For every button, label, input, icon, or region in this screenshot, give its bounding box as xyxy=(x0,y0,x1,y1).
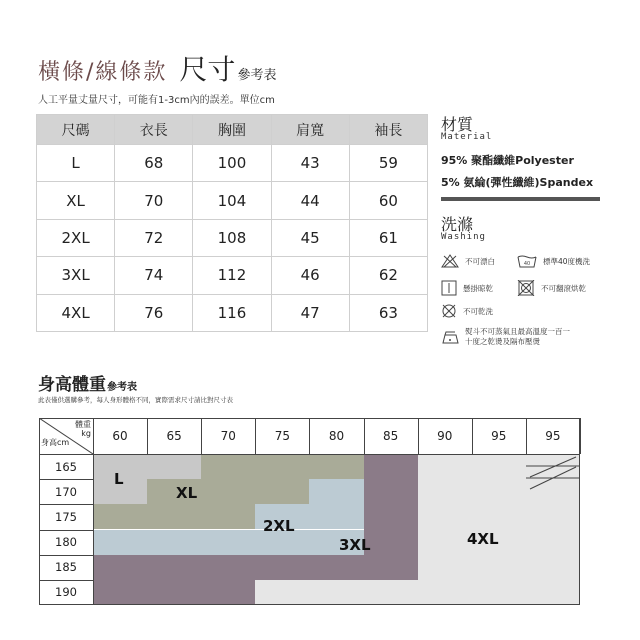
grid-line-v xyxy=(309,418,310,454)
grid-line-v xyxy=(147,418,148,454)
height-row-cell: 190 xyxy=(55,585,77,600)
grid-line-v xyxy=(255,418,256,454)
size-table-header xyxy=(37,115,428,145)
corner-diagonal xyxy=(39,418,93,454)
table-cell: 100 xyxy=(193,145,271,182)
header-cell: 胸圍 xyxy=(193,115,271,145)
no-dry-clean-icon xyxy=(441,303,457,319)
grid-line-h xyxy=(39,530,93,531)
height-weight-chart xyxy=(39,418,580,605)
svg-text:40: 40 xyxy=(523,261,531,267)
zone-label-l: L xyxy=(114,470,124,488)
weight-header-cell: 65 xyxy=(166,429,182,443)
grid-line-v xyxy=(418,418,419,454)
weight-header-cell: 80 xyxy=(328,429,345,443)
table-cell: 59 xyxy=(349,145,427,182)
weight-header-cell: 70 xyxy=(220,429,236,443)
table-cell: 76 xyxy=(115,294,193,331)
care-item-wash-40 xyxy=(517,254,590,268)
table-row xyxy=(37,219,428,256)
care-text: 懸掛晾乾 xyxy=(463,283,493,293)
height-row-cell: 170 xyxy=(55,484,77,499)
table-cell: 62 xyxy=(349,257,427,294)
grid-line-v xyxy=(201,418,202,454)
header-cell: 袖長 xyxy=(349,115,427,145)
care-item-iron xyxy=(441,327,570,347)
grid-line-h xyxy=(39,454,580,455)
title-main: 橫條/線條款 xyxy=(38,60,168,85)
grid-line-v xyxy=(472,418,473,454)
care-item-no-tumble-dry xyxy=(517,280,586,296)
height-chart-title xyxy=(38,370,137,395)
washing-title-en: Washing xyxy=(441,232,486,242)
table-cell: 45 xyxy=(271,219,349,256)
grid-line-h xyxy=(39,555,93,556)
table-row xyxy=(37,182,428,219)
corner-weight-unit: kg xyxy=(81,429,91,438)
diagonal-mark-icon xyxy=(526,456,580,490)
zone-label-2xl: 2XL xyxy=(263,517,295,535)
grid-line-v xyxy=(526,418,527,454)
care-text-line: 熨斗不可蒸氣且最高溫度一百一 xyxy=(465,327,570,336)
grid-line-v xyxy=(93,418,94,605)
measurement-note: 人工平量丈量尺寸，可能有1-3cm內的誤差。單位cm xyxy=(38,95,275,106)
height-chart-title-small: 參考表 xyxy=(107,382,137,393)
table-cell: 60 xyxy=(349,182,427,219)
no-bleach-icon xyxy=(441,254,459,268)
care-text: 不可翻滾烘乾 xyxy=(541,283,586,293)
header-cell: 衣長 xyxy=(115,115,193,145)
table-row xyxy=(37,145,428,182)
table-cell: 2XL xyxy=(37,219,115,256)
corner-weight-text: 體重 xyxy=(75,420,91,429)
table-cell: 108 xyxy=(193,219,271,256)
care-item-no-dry-clean xyxy=(441,303,493,319)
title-reference: 參考表 xyxy=(237,68,277,83)
material-title-en: Material xyxy=(441,132,493,142)
zone-label-xl: XL xyxy=(176,484,198,502)
page-title xyxy=(38,48,276,88)
care-item-hang-dry xyxy=(441,280,493,296)
header-cell: 尺碼 xyxy=(37,115,115,145)
iron-icon xyxy=(441,329,459,345)
height-row-cell: 165 xyxy=(55,459,77,474)
wash-40-icon xyxy=(517,254,537,268)
table-cell: 104 xyxy=(193,182,271,219)
zone-label-3xl: 3XL xyxy=(339,536,371,554)
grid-line-v xyxy=(364,418,365,454)
table-cell: 3XL xyxy=(37,257,115,294)
title-size: 尺寸 xyxy=(179,53,236,86)
care-text xyxy=(465,327,570,347)
table-cell: L xyxy=(37,145,115,182)
table-row xyxy=(37,294,428,331)
table-cell: 68 xyxy=(115,145,193,182)
material-line: 95% 聚酯纖維Polyester xyxy=(441,154,574,167)
grid-line-h xyxy=(39,504,93,505)
table-cell: 47 xyxy=(271,294,349,331)
table-cell: 61 xyxy=(349,219,427,256)
height-chart-note: 此表僅供選購參考，每人身形體格不同，實際需求尺寸請比對尺寸表 xyxy=(38,396,233,404)
care-text: 標準40度機洗 xyxy=(543,256,591,266)
table-cell: 112 xyxy=(193,257,271,294)
corner-height-label: 身高cm xyxy=(41,438,70,447)
section-divider xyxy=(441,197,600,201)
table-cell: 116 xyxy=(193,294,271,331)
care-text: 不可乾洗 xyxy=(463,306,493,316)
table-row xyxy=(37,257,428,294)
zone-block xyxy=(93,454,201,479)
care-text: 不可漂白 xyxy=(465,256,495,266)
table-cell: XL xyxy=(37,182,115,219)
height-row-cell: 185 xyxy=(55,560,77,575)
size-table xyxy=(36,114,428,332)
table-cell: 44 xyxy=(271,182,349,219)
care-text-line: 十度之乾燙及隔布壓燙 xyxy=(465,337,540,346)
height-row-cell: 180 xyxy=(55,535,77,550)
table-cell: 43 xyxy=(271,145,349,182)
grid-border xyxy=(39,604,580,605)
weight-header-cell: 95 xyxy=(491,429,507,443)
care-item-no-bleach xyxy=(441,254,495,268)
height-chart-title-main: 身高體重 xyxy=(38,375,106,395)
weight-header-cell: 85 xyxy=(382,429,399,443)
hang-dry-icon xyxy=(441,280,457,296)
weight-header-cell: 60 xyxy=(112,429,128,443)
material-line: 5% 氨綸(彈性纖維)Spandex xyxy=(441,176,594,189)
washing-title: 洗滌 xyxy=(441,215,474,234)
table-cell: 72 xyxy=(115,219,193,256)
header-cell: 肩寬 xyxy=(271,115,349,145)
grid-line-v xyxy=(580,418,581,454)
grid-border xyxy=(39,418,40,605)
table-cell: 46 xyxy=(271,257,349,294)
table-cell: 63 xyxy=(349,294,427,331)
weight-header-cell: 95 xyxy=(545,429,561,443)
table-cell: 74 xyxy=(115,257,193,294)
table-cell: 70 xyxy=(115,182,193,219)
zone-label-4xl: 4XL xyxy=(467,530,499,548)
grid-line-h xyxy=(39,580,93,581)
no-tumble-dry-icon xyxy=(517,280,535,296)
weight-header-cell: 75 xyxy=(274,429,291,443)
weight-header-cell: 90 xyxy=(437,429,453,443)
height-row-cell: 175 xyxy=(55,509,77,524)
grid-line-h xyxy=(39,479,93,480)
material-title: 材質 xyxy=(441,115,474,134)
table-cell: 4XL xyxy=(37,294,115,331)
